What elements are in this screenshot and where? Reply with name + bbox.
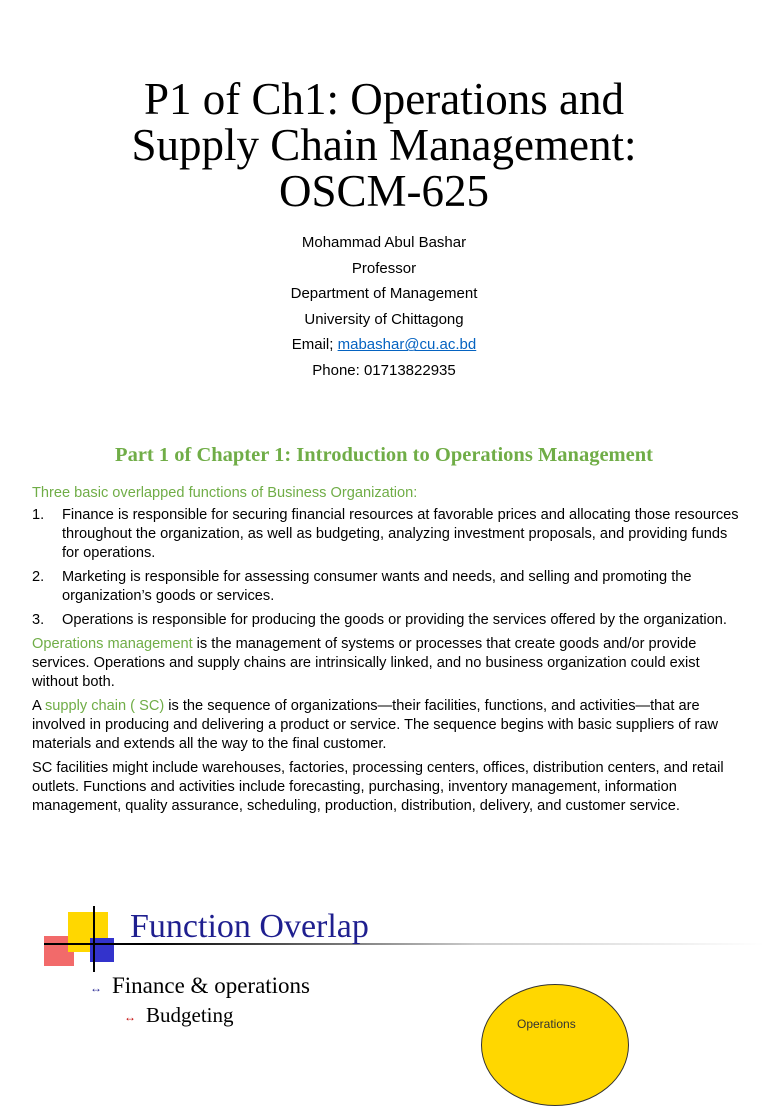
decor-vertical-line xyxy=(93,906,95,972)
sc-term: supply chain ( SC) xyxy=(44,698,165,714)
slide-title: Function Overlap xyxy=(130,908,369,945)
title-line-2: Supply Chain Management: xyxy=(131,120,637,170)
list-item-number: 3. xyxy=(32,612,45,628)
email-label: Email; xyxy=(291,336,334,354)
circle-label: Operations xyxy=(517,1017,576,1031)
list-item-number: 2. xyxy=(32,569,45,585)
author-block xyxy=(0,230,768,384)
functions-list xyxy=(32,506,744,630)
section-heading: Part 1 of Chapter 1: Introduction to Operations Management xyxy=(115,444,653,466)
slide-bullet-1 xyxy=(90,972,310,1002)
list-item xyxy=(32,568,744,606)
double-arrow-icon: ↔ xyxy=(90,980,102,995)
om-term: Operations management xyxy=(32,636,193,652)
title-line-3: OSCM-625 xyxy=(278,166,490,216)
author-department: Department of Management xyxy=(290,285,478,303)
author-name: Mohammad Abul Bashar xyxy=(301,234,467,251)
double-arrow-icon: ↔ xyxy=(124,1010,136,1025)
list-item-text: Marketing is responsible for assessing consumer wants and needs, and selling and promoting the organization’s goods or services. xyxy=(62,569,692,604)
email-link[interactable]: mabashar@cu.ac.bd xyxy=(337,336,477,354)
sc-text: is the sequence of organizations—their facilities, functions, and activities—that are involved in producing and delivering a product or service. The sequence begins with basic suppliers of raw materials and extends all the way to the final customer. xyxy=(32,698,719,752)
sc-definition xyxy=(32,697,744,754)
functions-intro: Three basic overlapped functions of Business Organization: xyxy=(32,485,418,501)
operations-circle xyxy=(481,984,629,1106)
slide-bullet-2 xyxy=(124,1002,234,1030)
document-title xyxy=(0,76,768,214)
author-position: Professor xyxy=(351,259,417,277)
om-definition xyxy=(32,635,744,692)
list-item-number: 1. xyxy=(32,507,45,523)
list-item xyxy=(32,611,744,630)
slide-bullet-2-text: Budgeting xyxy=(146,1003,234,1027)
author-phone: Phone: 01713822935 xyxy=(312,361,456,379)
section-body xyxy=(32,484,744,821)
function-overlap-slide xyxy=(0,900,768,1024)
author-university: University of Chittagong xyxy=(304,310,464,328)
om-text: is the management of systems or processes that create goods and/or provide services. Operations and supply chains are intrinsically linked, and no business organization could exist without both. xyxy=(32,636,700,690)
list-item xyxy=(32,506,744,563)
list-item-text: Finance is responsible for securing financial resources at favorable prices and allocating those resources throughout the organization, as well as budgeting, analyzing investment proposals, and providing funds for operations. xyxy=(62,507,739,561)
sc-facilities: SC facilities might include warehouses, factories, processing centers, offices, distribution centers, and retail outlets. Functions and activities include forecasting, purchasing, inventory management, information management, quality assurance, scheduling, production, distribution, delivery, and customer service. xyxy=(32,760,724,814)
title-line-1: P1 of Ch1: Operations and xyxy=(144,74,624,124)
sc-prefix: A xyxy=(32,698,45,714)
author-email-row xyxy=(0,332,768,358)
list-item-text: Operations is responsible for producing the goods or providing the services offered by the organization. xyxy=(62,612,727,628)
slide-bullet-1-text: Finance & operations xyxy=(112,973,311,998)
